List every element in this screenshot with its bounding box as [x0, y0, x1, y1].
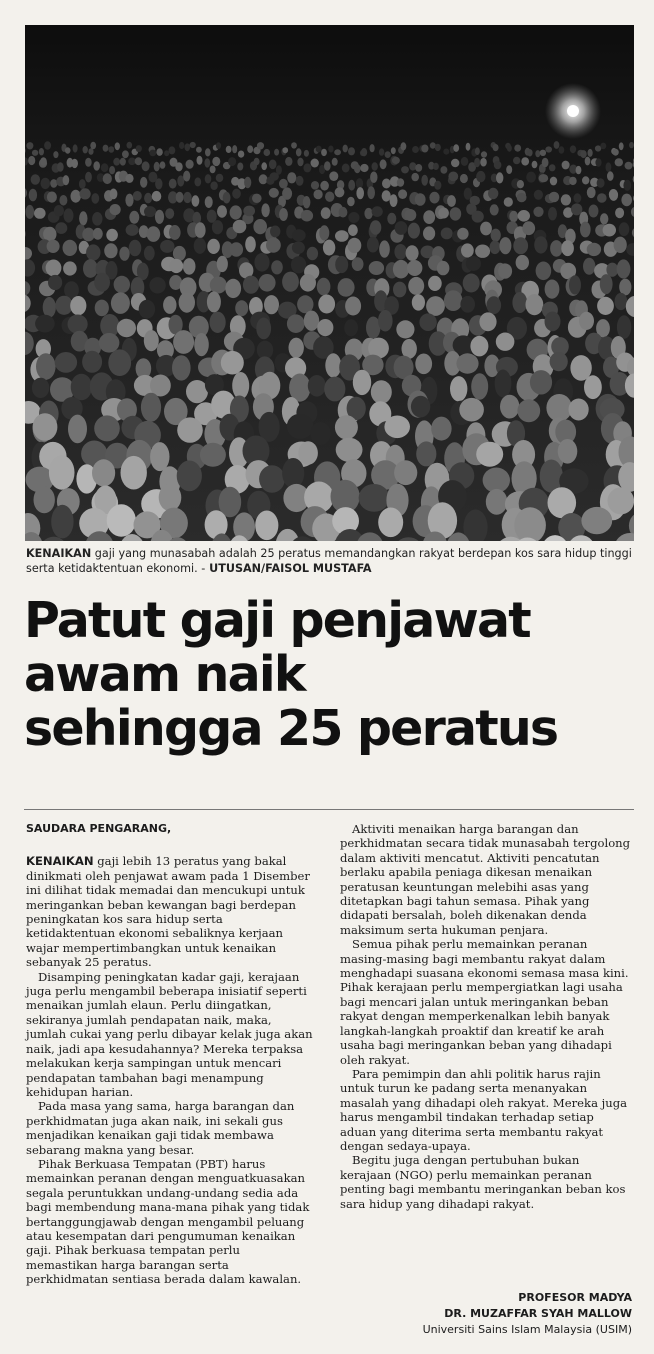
paragraph-1-text: gaji lebih 13 peratus yang bakal dinikmati oleh penjawat awam pada 1 Disember ini dilihat tidak memadai dan mencukupi untuk meringankan beban kewangan bagi berdepan peningkatan kos sara hidup serta ketidaktentuan ekonomi sebaliknya kerjaan wajar mempertimbangkan untuk kenaikan sebanyak 25 peratus. — [26, 854, 310, 970]
paragraph-4: Pihak Berkuasa Tempatan (PBT) harus memainkan peranan dengan menguatkuasakan segala peruntukkan undang-undang sedia ada bagi membendung mana-mana pihak yang tidak bertanggungjawab dengan mengambil peluang atau kesempatan dari pengumuman kenaikan gaji. Pihak berkuasa tempatan perlu memastikan harga barangan serta perkhidmatan sentiasa berada dalam kawalan. — [26, 1156, 310, 1287]
paragraph-5: Aktiviti menaikan harga barangan dan perkhidmatan secara tidak munasabah tergolong dalam aktiviti mencatut. Aktiviti pencatutan berlaku apabila peniaga dikesan menaikan peratusan keuntungan melebihi asas yang ditetapkan bagi tahun semasa. Pihak yang didapati bersalah, boleh dikenakan denda maksimum serta hukuman penjara. — [340, 822, 631, 937]
caption-credit: UTUSAN/FAISOL MUSTAFA — [205, 562, 372, 575]
caption-lead: KENAIKAN — [26, 547, 92, 560]
crowd-photo-icon — [25, 25, 634, 541]
letter-column-right — [340, 822, 632, 1211]
news-photo — [25, 25, 634, 541]
headline-line-2: awam naik — [24, 646, 305, 703]
paragraph-8: Begitu juga dengan pertubuhan bukan kerajaan (NGO) perlu memainkan peranan penting bagi membantu meringankan beban kos sara hidup yang dihadapi rakyat. — [340, 1153, 626, 1211]
signature-block — [423, 1290, 632, 1338]
caption-body: gaji yang munasabah adalah 25 peratus memandangkan rakyat berdepan kos sara hidup tinggi serta ketidaktentuan ekonomi. - — [26, 547, 632, 575]
paragraph-3: Pada masa yang sama, harga barangan dan perkhidmatan juga akan naik, ini sekali gus menjadikan kenaikan gaji tidak membawa sebarang makna yang besar. — [26, 1099, 295, 1157]
author-affiliation: Universiti Sains Islam Malaysia (USIM) — [422, 1323, 632, 1336]
photo-caption — [26, 546, 632, 576]
lead-word: KENAIKAN — [26, 854, 94, 869]
author-name: DR. MUZAFFAR SYAH MALLOW — [444, 1307, 632, 1320]
paragraph-7: Para pemimpin dan ahli politik harus rajin untuk turun ke padang serta menanyakan masalah yang dihadapi oleh rakyat. Mereka juga harus mengambil tindakan terhadap setiap aduan yang diterima serta membantu rakyat dengan sedaya-upaya. — [340, 1066, 628, 1153]
paragraph-2: Disamping peningkatan kadar gaji, kerajaan juga perlu mengambil beberapa inisiatif seperti menaikan jumlah elaun. Perlu diingatkan, sekiranya jumlah pendapatan naik, maka, jumlah cukai yang perlu dibayar kelak juga akan naik, jadi apa kesudahannya? Mereka terpaksa melakukan kerja sampingan untuk mencari pendapatan tambahan bagi menampung kehidupan harian. — [26, 969, 313, 1099]
divider — [24, 809, 634, 810]
paragraph-6: Semua pihak perlu memainkan peranan masing-masing bagi membantu rakyat dalam menghadapi suasana ekonomi semasa masa kini. Pihak kerajaan perlu mempergiatkan lagi usaha bagi mencari jalan untuk meringankan beban rakyat dengan memperkenalkan lebih banyak langkah-langkah proaktif dan kreatif ke arah usaha bagi meringankan beban yang dihadapi oleh rakyat. — [340, 937, 629, 1067]
salutation: SAUDARA PENGARANG, — [26, 822, 172, 835]
paragraph-1 — [26, 854, 314, 969]
headline-line-1: Patut gaji penjawat — [24, 592, 530, 649]
headline-line-3: sehingga 25 peratus — [24, 700, 558, 757]
author-title: PROFESOR MADYA — [518, 1291, 632, 1304]
letter-column-left — [26, 822, 314, 1287]
article-headline — [24, 594, 634, 756]
